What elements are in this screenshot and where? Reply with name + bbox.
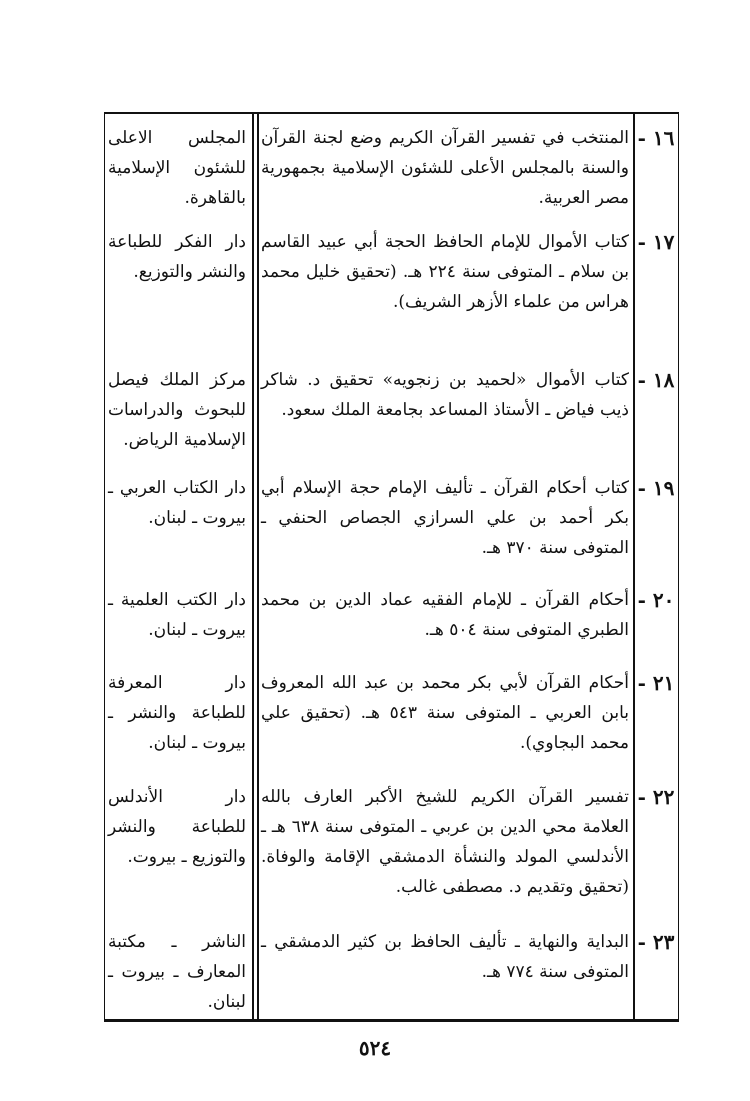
entry-number: ١٦ - [637,126,675,150]
table-bottom-border [104,1019,679,1022]
entry-publisher: دار الفكر للطباعة والنشر والتوزيع. [108,232,246,282]
entry-title: أحكام القرآن ـ للإمام الفقيه عماد الدين بن محمد الطبري المتوفى سنة ٥٠٤ هـ. [261,590,629,640]
entry-number: ٢١ - [637,671,675,695]
entry-number: ٢٣ - [637,930,675,954]
entry-title: كتاب الأموال للإمام الحافظ الحجة أبي عبيد القاسم بن سلام ـ المتوفى سنة ٢٢٤ هـ. (تحقيق خليل محمد هراس من علماء الأزهر الشريف). [261,232,629,312]
entry-title: البداية والنهاية ـ تأليف الحافظ بن كثير الدمشقي ـ المتوفى سنة ٧٧٤ هـ. [261,932,629,982]
entry-publisher: دار الكتب العلمية ـ بيروت ـ لبنان. [108,590,246,640]
entry-title: كتاب أحكام القرآن ـ تأليف الإمام حجة الإسلام أبي بكر أحمد بن علي السرازي الجصاص الحنفي ـ المتوفى سنة ٣٧٠ هـ. [261,478,629,558]
column-divider-left-inner [257,112,259,1022]
entry-title: تفسير القرآن الكريم للشيخ الأكبر العارف بالله العلامة محي الدين بن عربي ـ المتوفى سنة ٦٣٨ هـ ـ الأندلسي المولد والنشأة الدمشقي الإقامة والوفاة. (تحقيق وتقديم د. مصطفى غالب. [261,787,630,897]
entry-publisher: دار الأندلس للطباعة والنشر والتوزيع ـ بيروت. [108,787,246,867]
entry-title: كتاب الأموال «لحميد بن زنجويه» تحقيق د. شاكر ذيب فياض ـ الأستاذ المساعد بجامعة الملك سعود. [261,370,629,420]
entry-publisher: الناشر ـ مكتبة المعارف ـ بيروت ـ لبنان. [108,932,246,1012]
entry-title: أحكام القرآن لأبي بكر محمد بن عبد الله المعروف بابن العربي ـ المتوفى سنة ٥٤٣ هـ. (تحقيق علي محمد البجاوي). [261,673,629,753]
entry-number: ١٩ - [637,476,675,500]
entry-publisher: دار المعرفة للطباعة والنشر ـ بيروت ـ لبنان. [108,673,246,753]
entry-number: ١٨ - [637,368,675,392]
entry-publisher: دار الكتاب العربي ـ بيروت ـ لبنان. [108,478,246,528]
entry-publisher: المجلس الاعلى للشئون الإسلامية بالقاهرة. [108,128,246,208]
column-divider-left [252,112,254,1022]
entry-number: ٢٢ - [637,785,675,809]
table-top-border [104,112,679,114]
entry-number: ١٧ - [637,230,675,254]
entry-number: ٢٠ - [637,588,675,612]
page-number: ٥٢٤ [358,1036,392,1060]
entry-publisher: مركز الملك فيصل للبحوث والدراسات الإسلامية الرياض. [108,370,246,450]
entry-title: المنتخب في تفسير القرآن الكريم وضع لجنة القرآن والسنة بالمجلس الأعلى للشئون الإسلامية بجمهورية مصر العربية. [261,128,629,208]
